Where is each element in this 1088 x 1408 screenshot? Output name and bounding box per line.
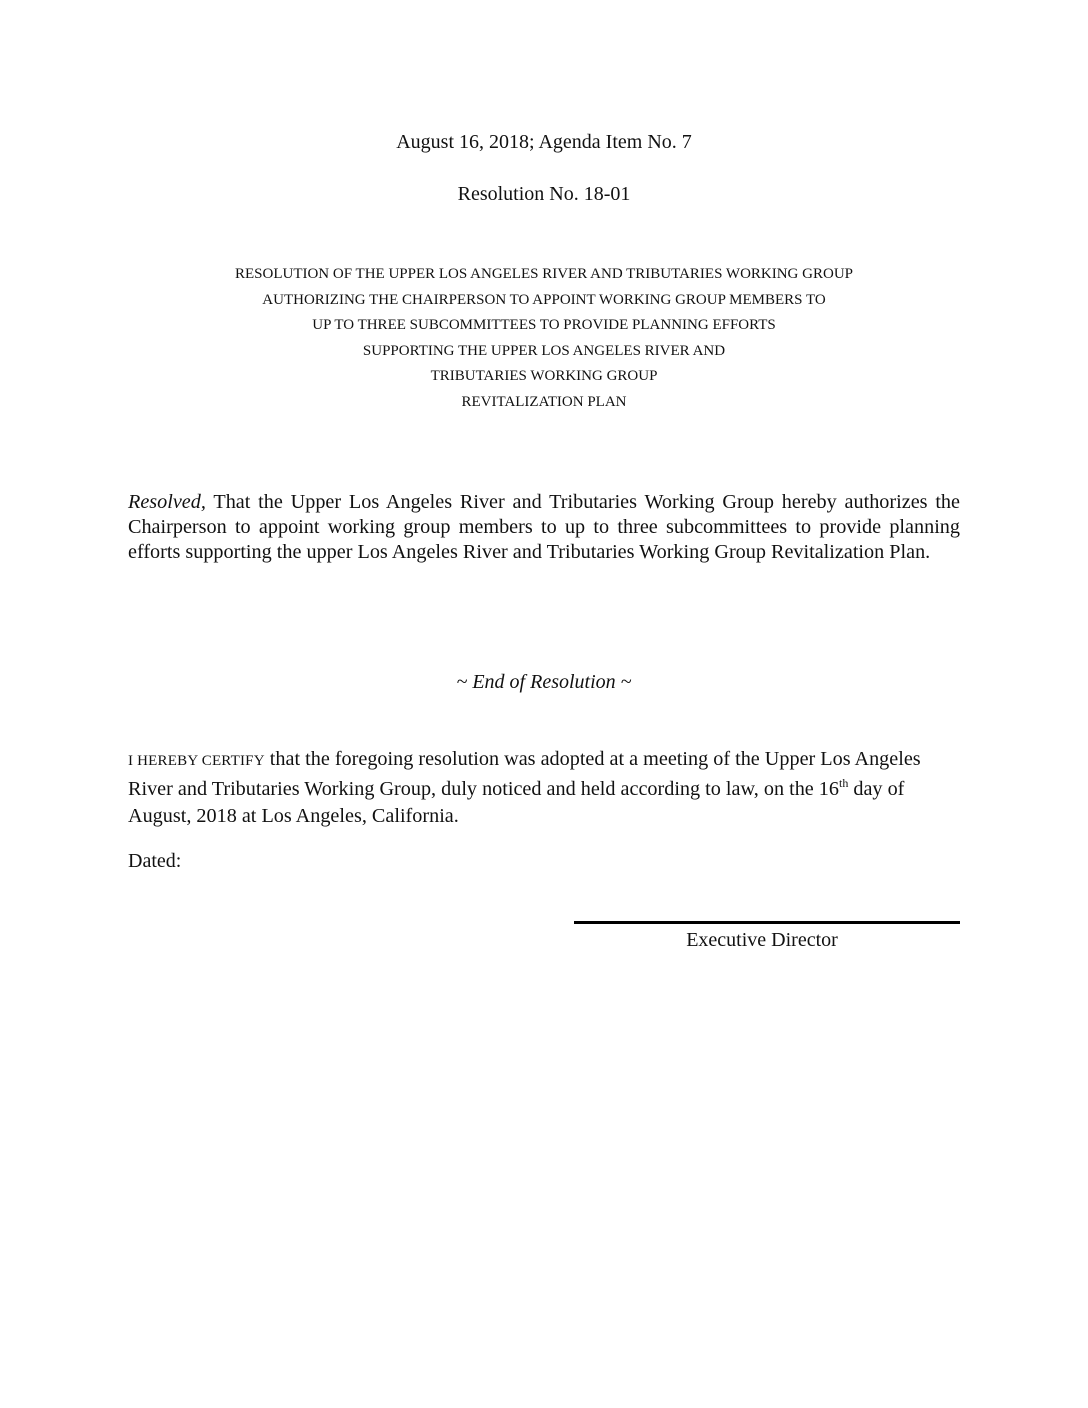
certification-paragraph	[128, 746, 960, 831]
resolved-paragraph	[128, 490, 960, 565]
signature-line	[574, 921, 960, 924]
signature-title: Executive Director	[686, 929, 838, 951]
title-line: AUTHORIZING THE CHAIRPERSON TO APPOINT WORKING GROUP MEMBERS TO	[262, 291, 826, 308]
resolution-title	[130, 262, 958, 416]
title-line: RESOLUTION OF THE UPPER LOS ANGELES RIVER AND TRIBUTARIES WORKING GROUP	[234, 266, 853, 282]
resolution-number: Resolution No. 18-01	[457, 183, 631, 205]
day-suffix: th	[838, 775, 849, 790]
resolved-lead: Resolved,	[128, 491, 206, 513]
certify-text-end: day of August, 2018 at Los Angeles, California.	[128, 777, 905, 827]
title-line: REVITALIZATION PLAN	[461, 393, 627, 410]
meeting-heading: August 16, 2018; Agenda Item No. 7	[396, 131, 692, 153]
end-of-resolution: ~ End of Resolution ~	[456, 671, 632, 693]
dated-label: Dated:	[128, 850, 182, 872]
certify-text: that the foregoing resolution was adopted at a meeting of the Upper Los Angeles River and Tributaries Working Group, duly noticed and held according to law, on the 16	[128, 748, 921, 800]
resolved-text: That the Upper Los Angeles River and Tributaries Working Group hereby authorizes the Chairperson to appoint working group members to up to three subcommittees to provide planning efforts supporting the upper Los Angeles River and Tributaries Working Group Revitalization Plan.	[128, 491, 960, 563]
title-line: UP TO THREE SUBCOMMITTEES TO PROVIDE PLANNING EFFORTS	[312, 317, 776, 334]
title-line: TRIBUTARIES WORKING GROUP	[430, 368, 658, 385]
certify-lead: I HEREBY CERTIFY	[128, 753, 265, 769]
title-line: SUPPORTING THE UPPER LOS ANGELES RIVER AND	[362, 342, 726, 359]
